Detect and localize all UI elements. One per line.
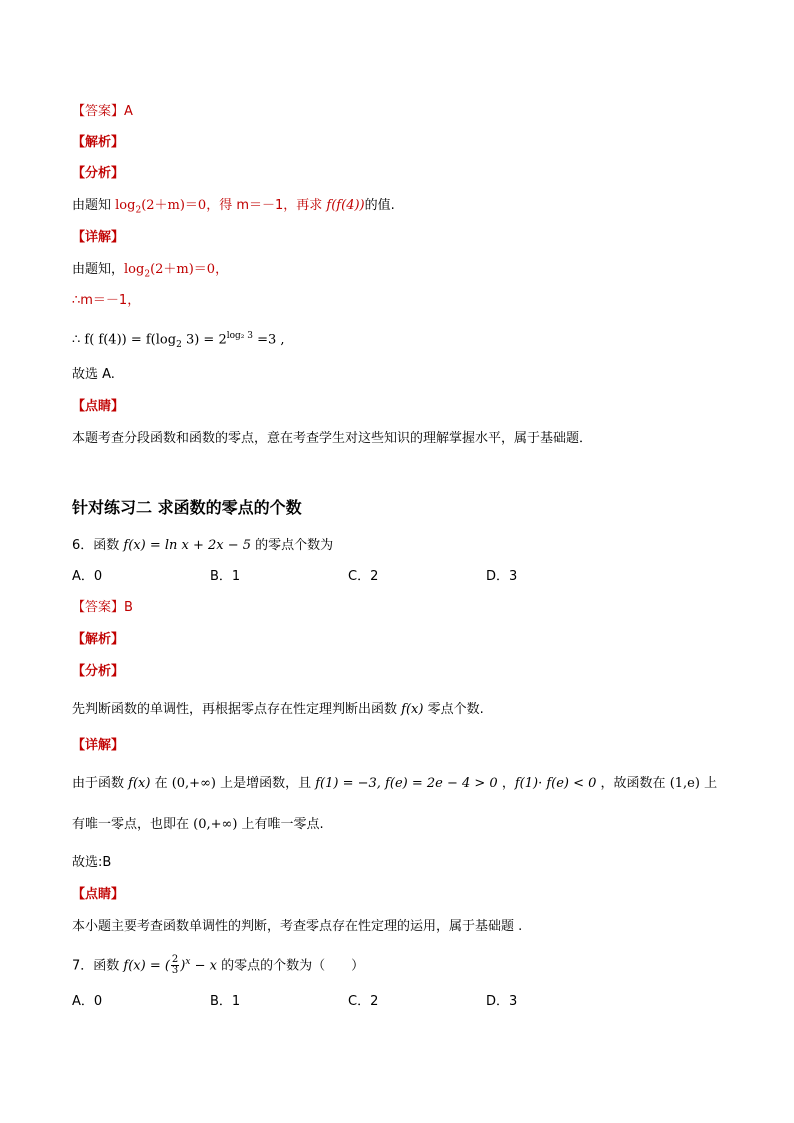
detail-line-3 [72, 327, 285, 354]
q7-stem-b: 的零点的个数为（ ） [216, 958, 365, 974]
q6-fenxi-text [72, 701, 484, 719]
q6-stem-a: 6．函数 [72, 538, 124, 553]
log-rest: (2＋m)＝0， [150, 262, 229, 277]
q7-option-b: B．1 [210, 994, 241, 1009]
q6-stem-b: 的零点个数为 [251, 538, 334, 553]
detail-line-3-b: 3) = 2 [181, 332, 227, 348]
section-heading: 针对练习二 求函数的零点的个数 [72, 498, 302, 517]
log-sub: 2 [144, 269, 151, 280]
point-text-content: 本题考查分段函数和函数的零点，意在考查学生对这些知识的理解掌握水平，属于基础题． [72, 431, 593, 446]
detail-line-3-sup: log₂ 3 [226, 331, 253, 341]
q7-stem [72, 953, 364, 976]
q7-frac-num: 2 [171, 954, 179, 966]
log-sub: 2 [135, 205, 142, 216]
detail-line-3-sub: 2 [176, 339, 182, 350]
q7-stem-math-a: f(x) = ( [123, 958, 170, 974]
q6-detail-1m1: f(x) [128, 776, 151, 791]
analysis-label: 【解析】 [72, 135, 125, 150]
q6-detail-tag [72, 737, 124, 755]
q6-detail-2a: 有唯一零点，也即在 [72, 817, 194, 832]
point-label: 【点睛】 [72, 399, 125, 414]
q6-point-tag [72, 886, 124, 904]
q6-detail-2 [72, 816, 324, 834]
detail-line-2-text: ∴m＝－1， [72, 293, 141, 308]
q6-detail-3 [72, 854, 111, 872]
q6-detail-1m3: f(1) = −3, f(e) = 2e − 4 > 0 [315, 776, 498, 791]
q6-option-d: D．3 [486, 569, 518, 584]
q6-fenxi-text-a: 先判断函数的单调性，再根据零点存在性定理判断出函数 [72, 702, 402, 717]
detail-line-1 [72, 261, 228, 284]
fenxi-tag [72, 165, 124, 183]
q6-fenxi-tag [72, 663, 124, 681]
fenxi-text-1: 由题知 [72, 198, 116, 213]
q6-detail-2m: (0,+∞) [193, 817, 238, 832]
q6-detail-1b: 在 [150, 776, 172, 791]
detail-line-4-text: 故选 A. [72, 367, 115, 382]
q7-option-c: C．2 [348, 994, 379, 1009]
detail-line-3-c: =3 , [252, 332, 285, 348]
q6-option-c: C．2 [348, 569, 379, 584]
fenxi-label: 【分析】 [72, 166, 125, 181]
q7-stem-sup: x [185, 957, 191, 967]
q6-answer-value: B [124, 600, 133, 615]
q6-detail-1d: ， [497, 776, 515, 791]
q7-stem-math-c: − x [190, 958, 217, 974]
q7-stem-math-b: ) [180, 958, 186, 974]
q6-point-text [72, 918, 522, 936]
q6-answer-tag: 【答案】 [72, 600, 125, 615]
answer-tag: 【答案】 [72, 104, 125, 119]
fenxi-text [72, 197, 395, 220]
q6-option-a: A．0 [72, 569, 103, 584]
q6-detail-1f: 上 [699, 776, 718, 791]
q6-fenxi-label: 【分析】 [72, 664, 125, 679]
detail-line-2 [72, 292, 140, 310]
detail-line-3-a: ∴ f( f(4)) = f(log [72, 332, 177, 348]
detail-line-1-math [124, 262, 229, 280]
point-tag [72, 398, 124, 416]
q6-detail-1a: 由于函数 [72, 776, 129, 791]
log-text: log [115, 198, 136, 213]
analysis-tag [72, 134, 124, 152]
log-text: log [124, 262, 145, 277]
answer-line [72, 103, 133, 121]
q6-detail-1m2: (0,+∞) [171, 776, 216, 791]
detail-tag [72, 229, 124, 247]
q6-detail-label: 【详解】 [72, 738, 125, 753]
fenxi-math-2: m＝－1，再求 [236, 198, 327, 213]
point-text [72, 430, 592, 448]
q6-analysis-tag [72, 631, 124, 649]
fenxi-math-3: f(f(4)) [326, 198, 365, 213]
q6-detail-1e: ，故函数在 [596, 776, 670, 791]
q6-answer-line [72, 599, 133, 617]
fenxi-text-2: 的值. [364, 198, 395, 213]
answer-value: A [124, 104, 133, 119]
detail-line-4 [72, 366, 115, 384]
q6-option-b: B．1 [210, 569, 241, 584]
q6-point-text-content: 本小题主要考查函数单调性的判断，考查零点存在性定理的运用，属于基础题 . [72, 919, 523, 934]
q7-fraction [171, 955, 179, 976]
q7-stem-a: 7．函数 [72, 958, 124, 974]
detail-line-1-text: 由题知， [72, 262, 125, 277]
q6-detail-2b: 上有唯一零点. [237, 817, 324, 832]
q6-analysis-label: 【解析】 [72, 632, 125, 647]
log-rest: (2＋m)＝0，得 [141, 198, 237, 213]
q7-option-a: A．0 [72, 994, 103, 1009]
q6-fenxi-text-b: 零点个数. [423, 702, 484, 717]
q6-stem-math: f(x) = ln x + 2x − 5 [123, 538, 252, 553]
q7-option-d: D．3 [486, 994, 518, 1009]
q6-detail-1m5: (1,e) [669, 776, 700, 791]
q6-detail-1m4: f(1)· f(e) < 0 [514, 776, 597, 791]
q6-fenxi-math: f(x) [401, 702, 424, 717]
q6-point-label: 【点睛】 [72, 887, 125, 902]
q6-detail-1c: 上是增函数，且 [215, 776, 316, 791]
q6-stem [72, 537, 333, 555]
q6-detail-3-text: 故选:B [72, 855, 112, 870]
fenxi-math-1 [115, 198, 237, 216]
detail-label: 【详解】 [72, 230, 125, 245]
q7-frac-den: 3 [171, 965, 179, 977]
q6-detail-1 [72, 775, 717, 793]
